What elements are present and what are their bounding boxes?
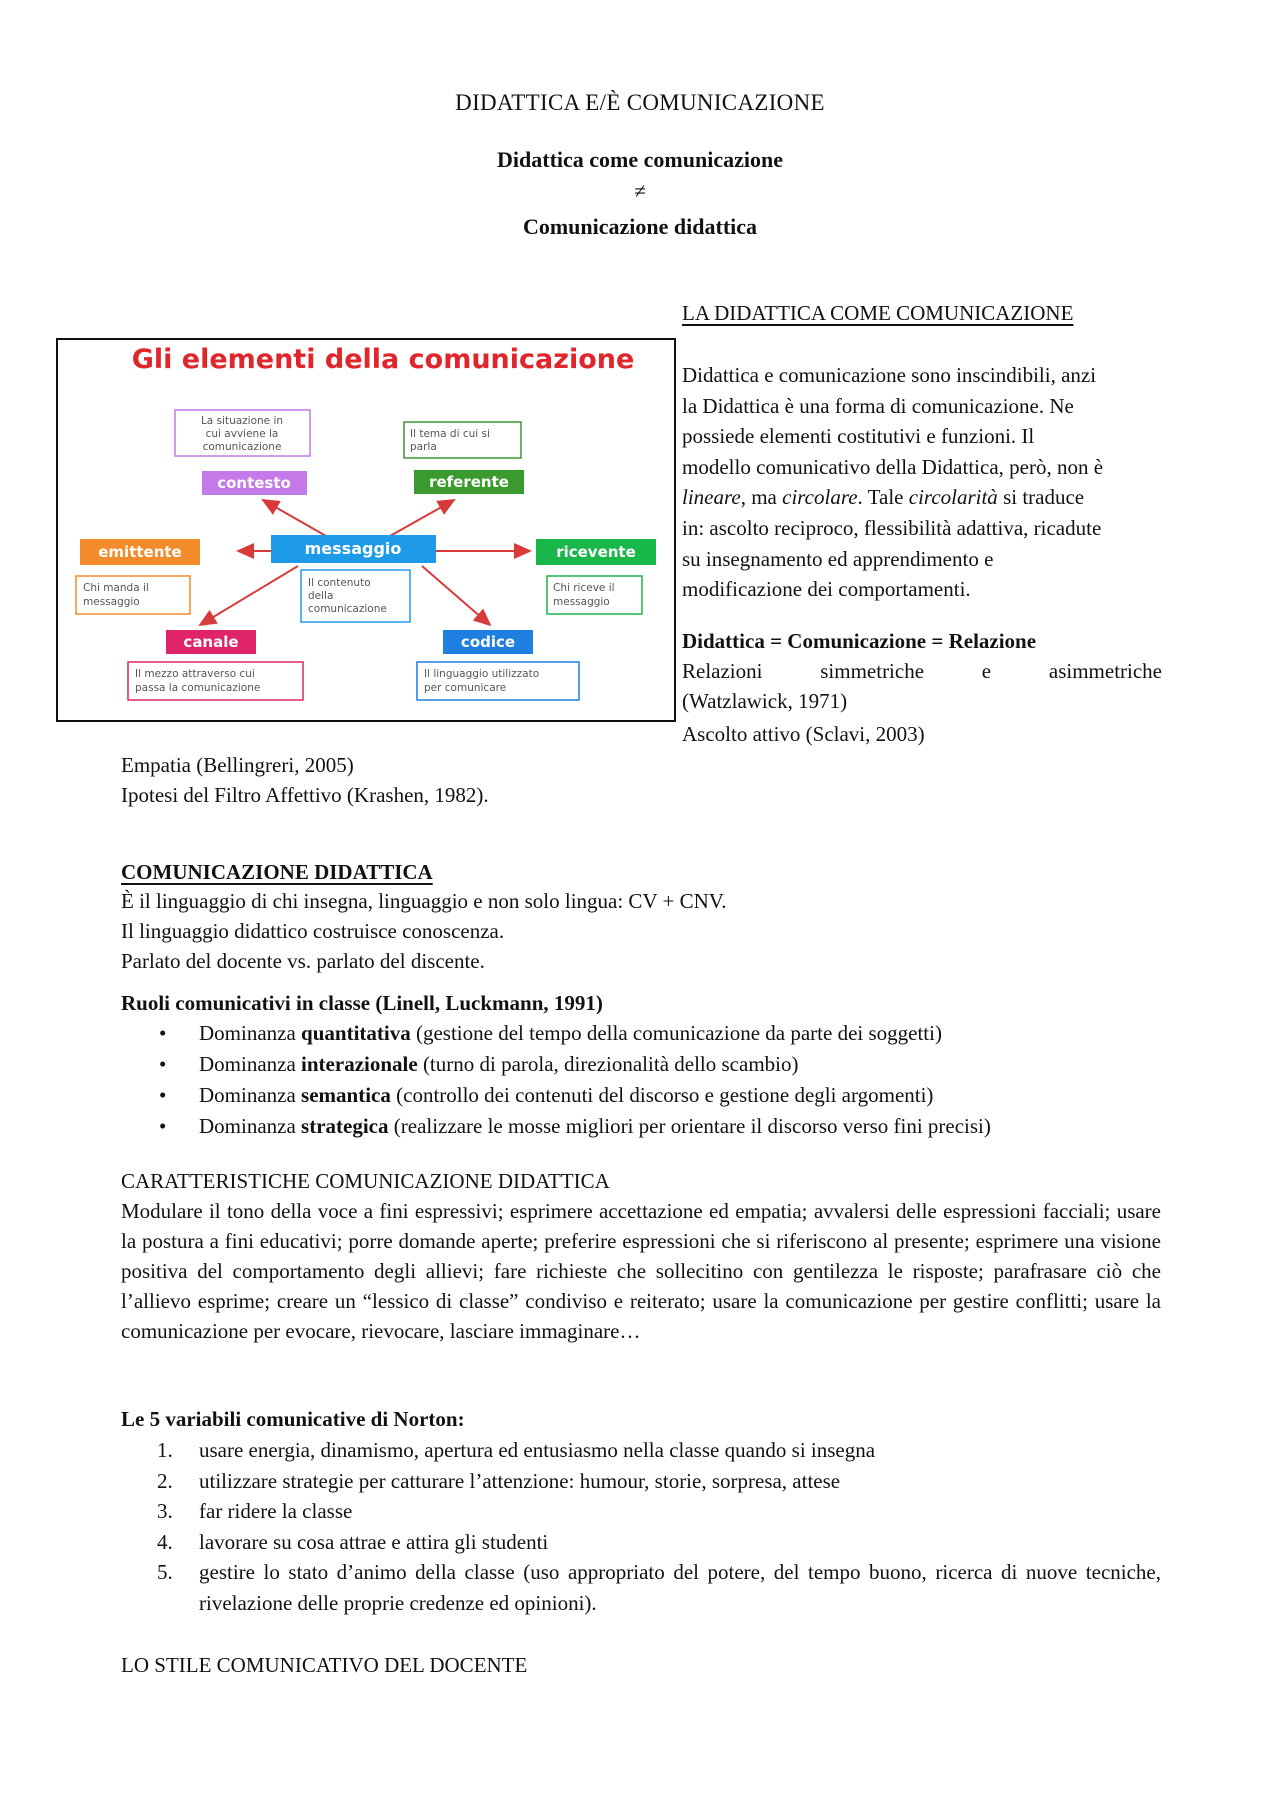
arrow-to-referente [390,500,454,536]
rel-word: simmetriche [820,659,925,683]
section-1-heading: LA DIDATTICA COME COMUNICAZIONE [682,301,1074,325]
section-2-line-2: Il linguaggio didattico costruisce conoscenza. [121,919,505,943]
text-span: , ma [740,485,783,510]
section-3-heading: CARATTERISTICHE COMUNICAZIONE DIDATTICA [121,1169,610,1193]
list-number: 2. [157,1468,173,1493]
list-item [121,1466,1161,1497]
rel-word: asimmetriche [1048,659,1162,683]
role-post: (realizzare le mosse migliori per orientare il discorso verso fini precisi) [388,1114,991,1138]
section-1-heading-wrap [682,298,1162,328]
para-line: Didattica e comunicazione sono inscindibili, anzi [682,363,1097,387]
messaggio-desc-3: comunicazione [308,603,387,615]
list-text: lavorare su cosa attrae e attira gli studenti [199,1529,549,1554]
arrow-to-contesto [263,500,326,536]
diagram-title: Gli elementi della comunicazione [131,344,635,375]
empatia-line: Empatia (Bellingreri, 2005) [121,753,354,777]
codice-label: codice [460,633,516,651]
referente-desc-1: Il tema di cui si [410,428,490,440]
list-text: utilizzare strategie per catturare l’attenzione: humour, storie, sorpresa, attese [199,1468,841,1493]
referente-desc-2: parla [410,441,437,453]
list-text: gestire lo stato d’animo della classe (uso appropriato del potere, del tempo buono, ricerca di nuove tecniche, rivelazione delle proprie credenze ed opinioni). [199,1560,1161,1615]
section-5-heading: LO STILE COMUNICATIVO DEL DOCENTE [121,1653,528,1677]
roles-heading: Ruoli comunicativi in classe (Linell, Luckmann, 1991) [121,991,603,1015]
para-line [682,482,1162,513]
communication-diagram [56,338,676,722]
role-post: (turno di parola, direzionalità dello scambio) [417,1052,799,1076]
list-item [121,1018,1171,1049]
list-number: 3. [157,1499,173,1523]
not-equal-sign: ≠ [634,179,646,203]
para-line: modificazione dei comportamenti. [682,577,971,602]
relations-line [682,656,1162,686]
arrow-to-canale [200,566,298,625]
contesto-desc-2: cui avviene la [205,428,279,440]
codice-desc-2: per comunicare [424,682,507,694]
role-bold: interazionale [301,1052,418,1076]
role-pre: Dominanza [199,1052,302,1076]
para-line: su insegnamento ed apprendimento e [682,546,994,571]
list-item [121,1527,1161,1558]
para-line: in: ascolto reciproco, flessibilità adattiva, ricadute [682,515,1102,540]
messaggio-desc-1: Il contenuto [308,577,371,589]
equation-line: Didattica = Comunicazione = Relazione [682,629,1037,653]
rel-word: Relazioni [682,659,763,683]
norton-list [121,1435,1161,1618]
para-line: modello comunicativo della Didattica, però, non è [682,454,1104,479]
role-pre: Dominanza [199,1083,302,1107]
section-1-paragraph [682,360,1162,605]
norton-heading: Le 5 variabili comunicative di Norton: [121,1407,465,1431]
italic-circolarita: circolarità [908,485,998,510]
canale-desc-1: Il mezzo attraverso cui [135,668,255,680]
roles-list [121,1018,1171,1142]
codice-desc-1: Il linguaggio utilizzato [424,668,540,680]
role-pre: Dominanza [199,1021,302,1045]
list-item [121,1557,1161,1618]
contesto-desc-3: comunicazione [202,441,282,453]
section-2-line-1: È il linguaggio di chi insegna, linguaggio e non solo lingua: CV + CNV. [121,889,727,913]
subtitle-2: Comunicazione didattica [522,214,758,239]
canale-label: canale [183,633,239,651]
arrow-to-codice [422,566,490,625]
emittente-desc-1: Chi manda il [83,582,149,594]
ricevente-label: ricevente [556,543,636,561]
list-number: 5. [157,1560,173,1584]
role-bold: semantica [301,1083,391,1107]
canale-desc-2: passa la comunicazione [135,682,261,694]
italic-circolare: circolare [782,485,858,510]
list-item [121,1496,1161,1527]
section-2-line-3: Parlato del docente vs. parlato del discente. [121,949,485,973]
emittente-label: emittente [98,543,182,561]
emittente-desc-2: messaggio [83,596,140,608]
role-post: (gestione del tempo della comunicazione da parte dei soggetti) [410,1021,942,1045]
rel-word: e [981,659,992,683]
filtro-affettivo-line: Ipotesi del Filtro Affettivo (Krashen, 1982). [121,783,489,807]
role-post: (controllo dei contenuti del discorso e gestione degli argomenti) [390,1083,934,1107]
list-item [121,1080,1171,1111]
role-bold: strategica [301,1114,389,1138]
messaggio-label: messaggio [304,539,402,558]
contesto-label: contesto [217,474,291,492]
ricevente-desc-2: messaggio [553,596,610,608]
list-item [121,1111,1171,1142]
section-2-heading: COMUNICAZIONE DIDATTICA [121,860,433,884]
para-line: possiede elementi costitutivi e funzioni. Il [682,424,1035,449]
list-item [121,1435,1161,1466]
diagram-svg [58,340,674,720]
text-span: si traduce [997,485,1085,510]
italic-lineare: lineare [682,485,741,510]
section-2-heading-wrap [121,857,433,887]
text-span: . Tale [857,485,909,510]
contesto-desc-1: La situazione in [200,415,284,427]
messaggio-desc-2: della [308,590,334,602]
ascolto-attivo: Ascolto attivo (Sclavi, 2003) [682,722,925,746]
role-bold: quantitativa [301,1021,411,1045]
relations-ref: (Watzlawick, 1971) [682,689,848,713]
section-3-body: Modulare il tono della voce a fini espressivi; esprimere accettazione ed empatia; avvalersi delle espressioni facciali; usare la postura a fini educativi; porre domande aperte; preferire espressioni che si riferiscono al presente; esprimere una visione positiva del comportamento degli allievi; fare richieste che sollecitino con gentilezza le risposte; parafrasare ciò che l’allievo esprime; creare un “lessico di classe” condiviso e reiterato; usare la comunicazione per gestire conflitti; usare la comunicazione per evocare, rievocare, lasciare immaginare… [121,1199,1161,1343]
list-number: 1. [157,1438,173,1462]
referente-label: referente [429,473,509,491]
list-item [121,1049,1171,1080]
list-text: far ridere la classe [199,1499,353,1523]
list-number: 4. [157,1529,173,1554]
para-line: la Didattica è una forma di comunicazione. Ne [682,393,1074,418]
list-text: usare energia, dinamismo, apertura ed entusiasmo nella classe quando si insegna [199,1438,876,1462]
subtitle-1: Didattica come comunicazione [497,147,783,172]
document-title: DIDATTICA E/È COMUNICAZIONE [455,90,825,115]
role-pre: Dominanza [199,1114,302,1138]
ricevente-desc-1: Chi riceve il [553,582,615,594]
